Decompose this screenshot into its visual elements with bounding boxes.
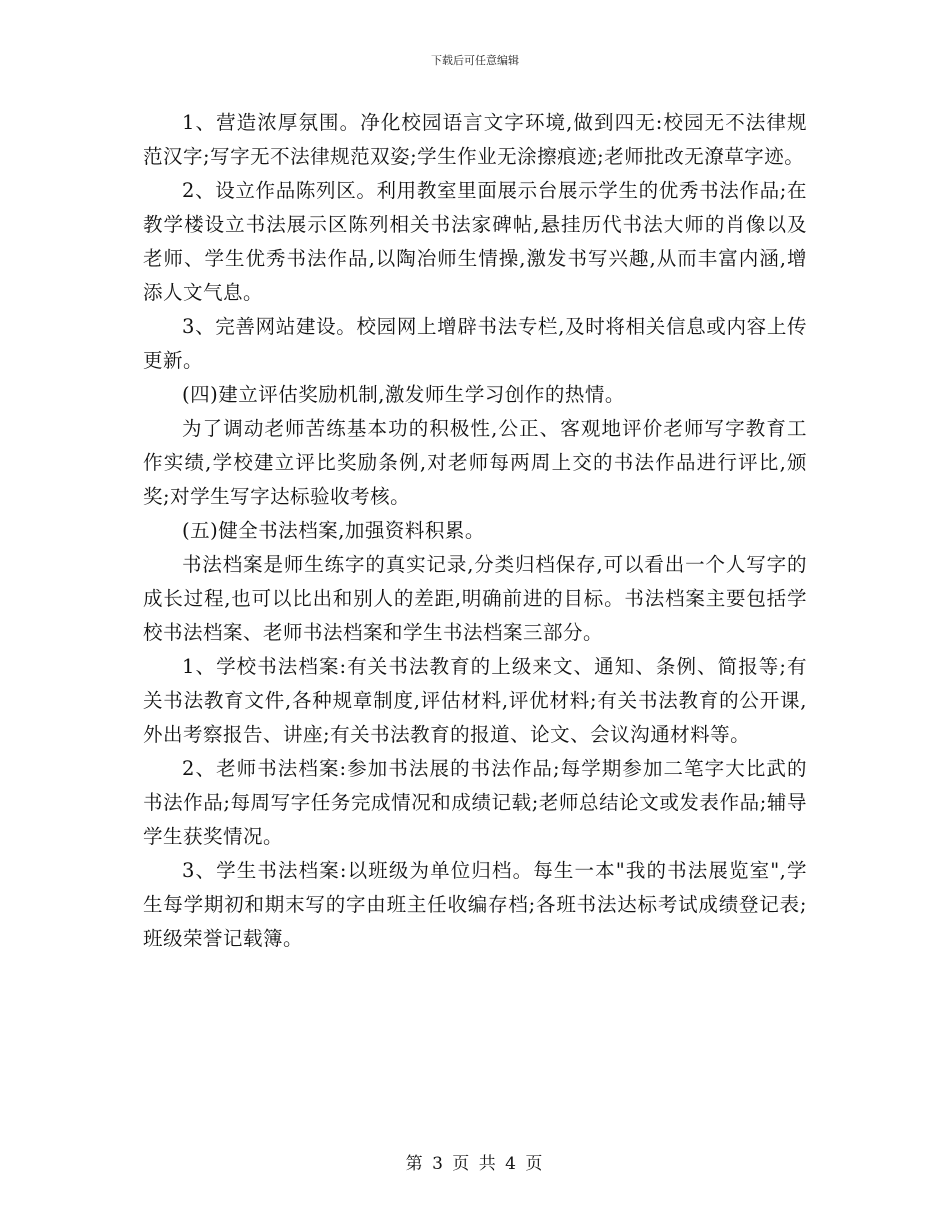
- page-number: 第 3 页 共 4 页: [405, 1154, 545, 1174]
- paragraph-7: 书法档案是师生练字的真实记录,分类归档保存,可以看出一个人写字的成长过程,也可以比出和别人的差距,明确前进的目标。书法档案主要包括学校书法档案、老师书法档案和学生书法档案三部分。: [143, 553, 807, 644]
- page-header-note: 下载后可任意编辑: [431, 54, 519, 67]
- section-heading-4: (四)建立评估奖励机制,激发师生学习创作的热情。: [182, 383, 625, 406]
- paragraph-10: 3、学生书法档案:以班级为单位归档。每生一本"我的书法展览室",学生每学期初和期末写的字由班主任收编存档;各班书法达标考试成绩登记表;班级荣誉记载簿。: [143, 859, 807, 950]
- paragraph-3: 3、完善网站建设。校园网上增辟书法专栏,及时将相关信息或内容上传更新。: [143, 315, 807, 372]
- document-body: [143, 106, 807, 956]
- paragraph-5: 为了调动老师苦练基本功的积极性,公正、客观地评价老师写字教育工作实绩,学校建立评比奖励条例,对老师每两周上交的书法作品进行评比,颁奖;对学生写字达标验收考核。: [143, 417, 807, 508]
- paragraph-8: 1、学校书法档案:有关书法教育的上级来文、通知、条例、简报等;有关书法教育文件,各种规章制度,评估材料,评优材料;有关书法教育的公开课,外出考察报告、讲座;有关书法教育的报道、论文、会议沟通材料等。: [143, 655, 807, 746]
- paragraph-1: 1、营造浓厚氛围。净化校园语言文字环境,做到四无:校园无不法律规范汉字;写字无不法律规范双姿;学生作业无涂擦痕迹;老师批改无潦草字迹。: [143, 111, 807, 168]
- paragraph-9: 2、老师书法档案:参加书法展的书法作品;每学期参加二笔字大比武的书法作品;每周写字任务完成情况和成绩记载;老师总结论文或发表作品;辅导学生获奖情况。: [143, 757, 807, 848]
- section-heading-5: (五)健全书法档案,加强资料积累。: [182, 519, 485, 542]
- paragraph-2: 2、设立作品陈列区。利用教室里面展示台展示学生的优秀书法作品;在教学楼设立书法展示区陈列相关书法家碑帖,悬挂历代书法大师的肖像以及老师、学生优秀书法作品,以陶冶师生情操,激发书写兴趣,从而丰富内涵,增添人文气息。: [143, 179, 807, 304]
